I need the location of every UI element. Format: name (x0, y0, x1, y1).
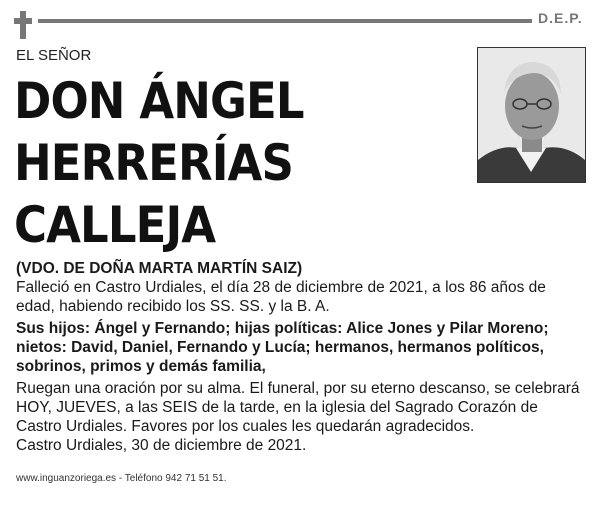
notice-body (16, 259, 586, 455)
name-line-2: HERRERÍAS (14, 134, 293, 192)
widower-line: (VDO. DE DOÑA MARTA MARTÍN SAIZ) (16, 260, 303, 277)
deceased-name (14, 70, 454, 256)
death-paragraph: Falleció en Castro Urdiales, el día 28 de diciembre de 2021, a los 86 años de edad, habiendo recibido los SS. SS. y la B. A. (16, 279, 546, 315)
dep-label: D.E.P. (538, 10, 583, 26)
header-rule (38, 19, 532, 23)
family-paragraph: Sus hijos: Ángel y Fernando; hijas políticas: Alice Jones y Pilar Moreno; nietos: David, Daniel, Fernando y Lucía; hermanos, hermanos políticos, sobrinos, primos y demás familia, (16, 320, 549, 375)
name-line-1: DON ÁNGEL (14, 72, 304, 130)
funeral-paragraph: Ruegan una oración por su alma. El funeral, por su eterno descanso, se celebrará HOY, JUEVES, a las SEIS de la tarde, en la iglesia del Sagrado Corazón de Castro Urdiales. Favores por los cuales les quedarán agradecidos. (16, 380, 580, 435)
place-date: Castro Urdiales, 30 de diciembre de 2021. (16, 437, 307, 454)
honorific: EL SEÑOR (16, 47, 92, 64)
footer-contact: www.inguanzoriega.es - Teléfono 942 71 51 51. (16, 473, 227, 484)
cross-icon (14, 11, 32, 39)
portrait-photo (477, 47, 586, 183)
name-line-3: CALLEJA (14, 196, 216, 254)
